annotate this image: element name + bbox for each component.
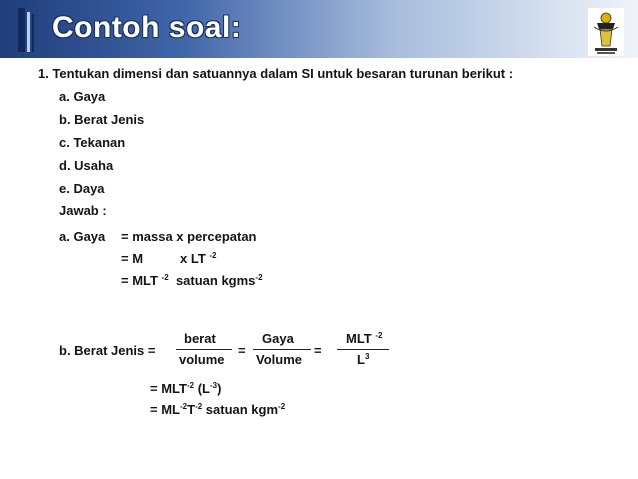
fraction-3-denominator: $L^3$ <box>357 352 370 367</box>
gaya-line-3: = MLT $^{-2}$ satuan kgms$^{-2}$ <box>121 273 263 288</box>
gaya-label: a. Gaya <box>59 229 106 244</box>
berat-jenis-line-2: = $MLT^{-2}$ $(L^{-3})$ <box>150 381 222 396</box>
slide-title: Contoh soal: <box>52 11 242 44</box>
gaya-line-2-lhs: = M <box>121 251 144 266</box>
header-accent-bar-inner <box>32 14 34 52</box>
header-accent-bar-thin <box>27 12 30 52</box>
list-item-daya: e. Daya <box>59 181 105 196</box>
fraction-2-denominator: Volume <box>256 352 302 367</box>
list-item-berat-jenis: b. Berat Jenis <box>59 112 145 127</box>
equals-sign-2: = <box>314 343 322 358</box>
question-text: 1. Tentukan dimensi dan satuannya dalam SI untuk besaran turunan berikut : <box>38 66 514 81</box>
slide-header <box>0 0 638 58</box>
fraction-1-denominator: volume <box>179 352 225 367</box>
list-item-gaya: a. Gaya <box>59 89 106 104</box>
fraction-2-numerator: Gaya <box>262 331 294 346</box>
list-item-tekanan: c. Tekanan <box>59 135 126 150</box>
fraction-1-bar <box>176 349 232 350</box>
gaya-line-1: = massa x percepatan <box>121 229 257 244</box>
answer-label: Jawab : <box>59 203 107 218</box>
fraction-2-bar <box>253 349 311 350</box>
berat-jenis-label: b. Berat Jenis = <box>59 343 156 358</box>
list-item-usaha: d. Usaha <box>59 158 114 173</box>
gaya-line-2-rhs: x LT $^{-2}$ <box>180 251 217 266</box>
equals-sign-1: = <box>238 343 246 358</box>
university-logo-icon <box>588 8 624 56</box>
fraction-3-bar <box>337 349 389 350</box>
fraction-3-numerator: MLT $^{-2}$ <box>346 331 383 346</box>
fraction-1-numerator: berat <box>184 331 216 346</box>
header-accent-bar <box>18 8 25 52</box>
berat-jenis-line-3: = $ML^{-2}T^{-2}$ satuan kgm$^{-2}$ <box>150 402 286 417</box>
